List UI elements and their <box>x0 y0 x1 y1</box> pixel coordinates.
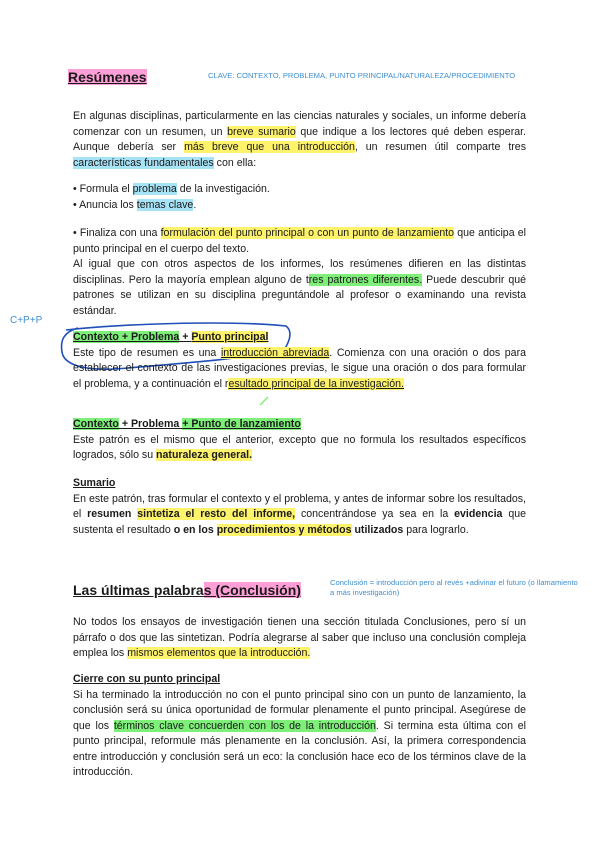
highlight-formulacion: formulación del punto principal o con un punto de lanzamiento <box>160 227 455 239</box>
highlight-procedimientos: procedimientos y métodos <box>216 523 352 536</box>
highlight-caracteristicas: características fundamentales <box>73 156 214 169</box>
text: • Anuncia los <box>73 199 137 211</box>
highlight-mas-breve: más breve que una introducción <box>184 141 355 153</box>
heading-highlight: + Punto de lanzamiento <box>182 418 301 430</box>
pattern-2-heading <box>73 418 301 430</box>
text: + Problema <box>118 418 183 430</box>
text: de la investigación. <box>176 183 270 195</box>
title-highlight: Resúmenes <box>68 69 147 85</box>
heading-highlight: Contexto <box>73 418 119 430</box>
highlight-introduccion-abreviada: introducción abreviada <box>220 346 330 359</box>
conclusion-intro-paragraph <box>73 615 526 662</box>
pattern-3 <box>73 476 526 538</box>
highlight-tres-patrones: res patrones diferentes. <box>308 273 423 286</box>
heading-highlight: Punto principal <box>191 331 269 343</box>
closing-body <box>73 688 526 781</box>
highlight-terminos-clave: términos clave concuerden con los de la introducción <box>113 719 376 732</box>
closing-section <box>73 672 526 781</box>
highlight-mismos-elementos: mismos elementos que la introducción. <box>127 647 311 659</box>
text: No todos los ensayos de investigación tienen una sección titulada Conclusiones, pero sí un párrafo o dos que las sintetizan. Podría alegrarse al saber que incluso una conclusión compleja emplea los <box>73 616 526 659</box>
text: + <box>179 331 192 343</box>
text: Al igual que con otros aspectos de los informes, los resúmenes difieren en las distintas disciplinas. Pero la mayoría emplean alguno de t <box>73 258 526 286</box>
pattern-1-body <box>73 346 526 393</box>
section-title-resumenes <box>68 70 147 86</box>
highlight-breve-sumario: breve sumario <box>227 125 296 138</box>
text: , un resumen útil comparte tres <box>354 141 526 153</box>
variety-paragraph <box>73 257 526 319</box>
text: • Finaliza con una <box>73 227 161 239</box>
section-title-conclusion <box>73 583 301 599</box>
text: En este patrón, tras formular el contexto y el problema, y antes de informar sobre los resultados, el <box>73 492 526 520</box>
highlight-resultado-principal: esultado principal de la investigación. <box>228 377 404 390</box>
text: que anticipa el punto principal en el cuerpo del texto. <box>73 227 526 255</box>
text: . Comienza con una oración o dos para establecer el contexto de las investigaciones previas, le sigue una oración o dos para formular el problema, y a continuación el r <box>73 346 526 390</box>
title-text: Las últimas palabra <box>73 582 204 598</box>
resumen-intro-paragraph <box>73 109 526 171</box>
text: para lograrlo. <box>403 523 469 536</box>
highlight-problema: problema <box>132 183 177 195</box>
bold-text: resumen <box>87 508 132 520</box>
text: que indique a los lectores qué deben esperar. Aunque debería ser <box>73 125 526 153</box>
title-highlight: s (Conclusión) <box>203 582 301 598</box>
highlight-sintetiza: sintetiza el resto del informe, <box>137 508 296 520</box>
tick-mark <box>258 395 270 407</box>
bullet-finaliza <box>73 226 526 257</box>
keyword-annotation: CLAVE: CONTEXTO, PROBLEMA, PUNTO PRINCIPAL/NATURALEZA/PROCEDIMIENTO <box>208 71 516 80</box>
pattern-1 <box>73 330 526 392</box>
text: . <box>193 199 197 211</box>
heading-highlight: Contexto + Problema <box>73 331 180 343</box>
pattern-3-heading: Sumario <box>73 477 116 489</box>
highlight-temas-clave: temas clave <box>136 199 194 211</box>
bold-text: evidencia <box>454 508 503 520</box>
highlight-naturaleza-general: naturaleza general. <box>156 449 253 461</box>
conclusion-annotation: Conclusión = introducción pero al revés +adivinar el futuro (o llamamiento a más investigación) <box>330 578 578 597</box>
text: • Formula el <box>73 183 133 195</box>
bold-text: o en los <box>173 523 217 536</box>
text: Si ha terminado la introducción no con el punto principal sino con un punto de lanzamiento, la conclusión será su única oportunidad de formular plenamente el punto principal. Asegúrese de que los <box>73 688 526 732</box>
text: que sustenta el resultado <box>73 508 526 536</box>
pattern-3-body <box>73 492 526 539</box>
closing-heading: Cierre con su punto principal <box>73 673 221 685</box>
text: Puede descubrir qué patrones se utilizan en su disciplina preguntándole al profesor o examinando una revista estándar. <box>73 273 527 317</box>
bold-text: utilizados <box>351 523 404 536</box>
text: En algunas disciplinas, particularmente en las ciencias naturales y sociales, un informe debería comenzar con un resumen, un <box>73 110 526 138</box>
text: . Si termina esta última con el punto principal, reformule más plenamente en la conclusión. Así, la primera correspondencia entre introducción y conclusión será un eco: la conclusión hace eco de los términos clave de la introducción. <box>73 719 527 778</box>
text: Este tipo de resumen es una <box>73 346 221 359</box>
pattern-2 <box>73 417 526 464</box>
pattern-2-body <box>73 433 526 464</box>
margin-note: C+P+P <box>10 315 43 326</box>
bullet-problema <box>73 182 526 198</box>
bullet-temas-clave <box>73 198 526 214</box>
text: con ella: <box>213 156 257 169</box>
text: Este patrón es el mismo que el anterior, excepto que no formula los resultados específicos logrados, sólo su <box>73 433 526 461</box>
pattern-1-heading <box>73 331 268 343</box>
text: concentrándose ya sea en la <box>295 508 455 520</box>
